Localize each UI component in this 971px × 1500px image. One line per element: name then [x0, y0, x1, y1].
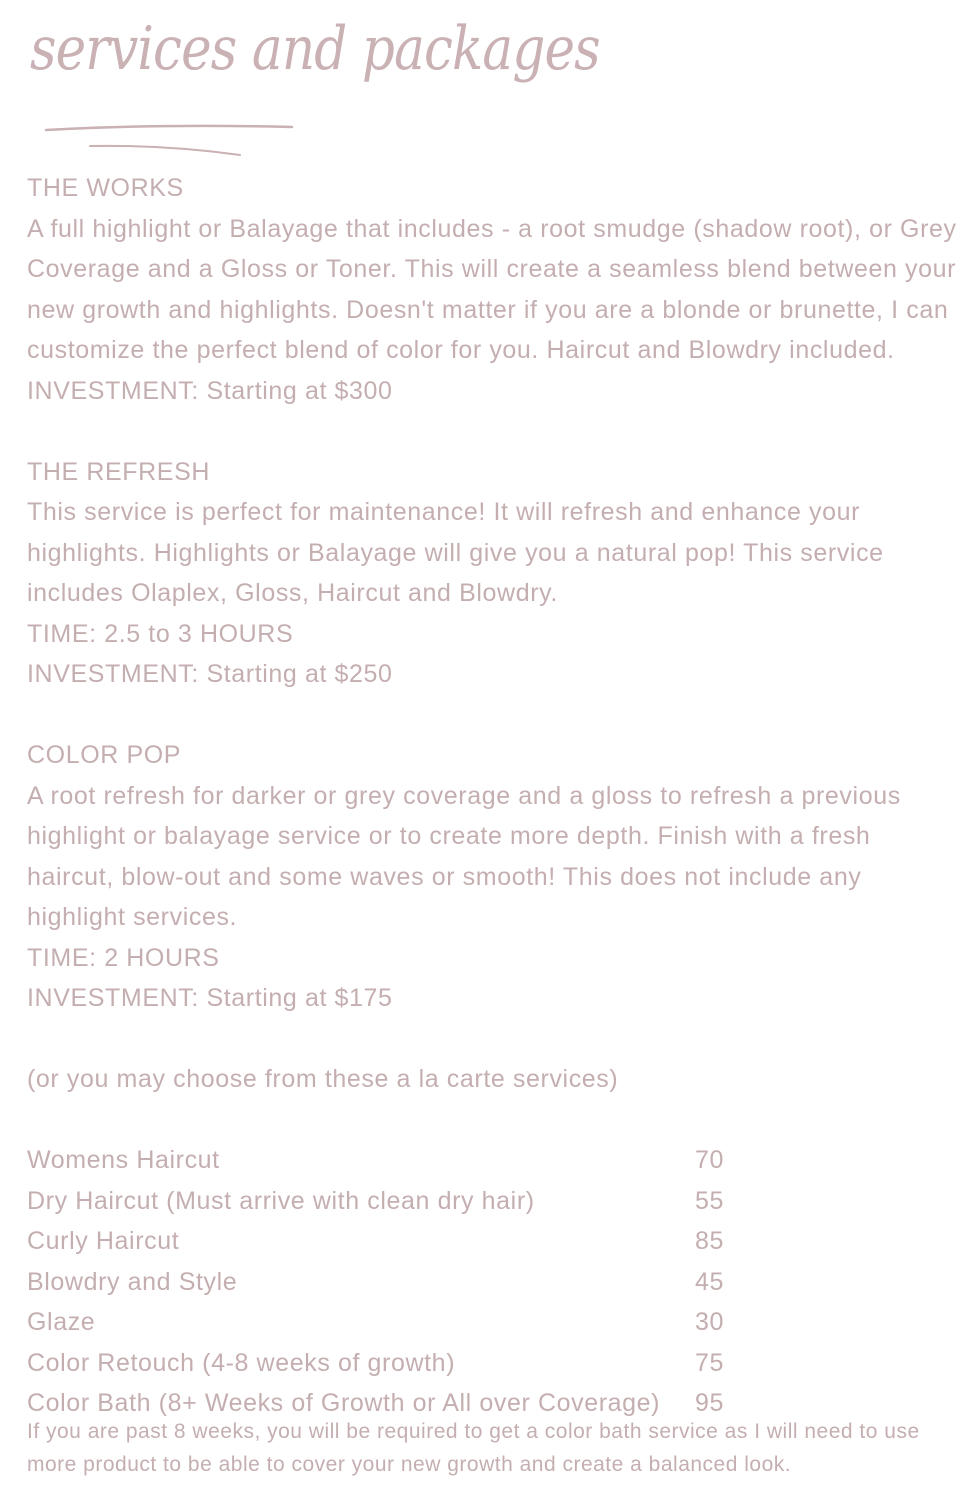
- service-name: Glaze: [27, 1308, 96, 1336]
- package-description: A full highlight or Balayage that includes - a root smudge (shadow root), or Grey Coverage and a Gloss or Toner. This will create a seamless blend between your new growth and highlights. Doesn't matter if you are a blonde or brunette, I can customize the perfect blend of color for you. Haircut and Blowdry included.: [27, 214, 957, 364]
- package-name: COLOR POP: [27, 741, 182, 769]
- package-the-refresh: [27, 452, 957, 695]
- service-name: Blowdry and Style: [27, 1267, 238, 1296]
- package-investment: INVESTMENT: Starting at $300: [27, 376, 393, 405]
- price-row-color-retouch: [27, 1343, 957, 1384]
- service-price: 75: [695, 1348, 725, 1377]
- price-row-dry-haircut: [27, 1181, 957, 1222]
- package-investment: INVESTMENT: Starting at $175: [27, 984, 393, 1012]
- price-row-curly-haircut: [27, 1221, 957, 1262]
- a-la-carte-price-list: [27, 1140, 957, 1424]
- page-header: [26, 6, 600, 156]
- package-time: TIME: 2 HOURS: [27, 943, 220, 972]
- package-description: A root refresh for darker or grey coverage and a gloss to refresh a previous highlight or balayage service or to create more depth. Finish with a fresh haircut, blow-out and some waves or smooth! This does not include any highlight services.: [27, 781, 901, 931]
- package-name: THE WORKS: [27, 174, 184, 202]
- service-name: Curly Haircut: [27, 1227, 180, 1255]
- service-name: Womens Haircut: [27, 1146, 220, 1174]
- service-price: 70: [695, 1146, 725, 1174]
- service-name: Color Retouch (4-8 weeks of growth): [27, 1348, 456, 1377]
- services-content: [27, 168, 957, 1424]
- service-name: Color Bath (8+ Weeks of Growth or All over Coverage): [27, 1389, 661, 1417]
- service-price: 55: [695, 1186, 725, 1215]
- package-the-works: [27, 168, 957, 411]
- package-color-pop: [27, 735, 957, 1019]
- service-price: 45: [695, 1267, 725, 1296]
- package-investment: INVESTMENT: Starting at $250: [27, 660, 393, 688]
- title-underline-decoration: [26, 6, 546, 156]
- package-name: THE REFRESH: [27, 457, 211, 486]
- service-price: 95: [695, 1389, 725, 1417]
- price-row-glaze: [27, 1302, 957, 1343]
- package-description: This service is perfect for maintenance! It will refresh and enhance your highlights. Highlights or Balayage will give you a natural pop! This service includes Olaplex, Gloss, Haircut and Blowdry.: [27, 498, 884, 607]
- price-row-blowdry-and-style: [27, 1262, 957, 1303]
- service-price: 85: [695, 1227, 725, 1255]
- package-time: TIME: 2.5 to 3 HOURS: [27, 619, 294, 648]
- color-bath-footnote: If you are past 8 weeks, you will be required to get a color bath service as I will need to use more product to be able to cover your new growth and create a balanced look.: [27, 1420, 920, 1476]
- page-title: services and packages: [30, 14, 600, 84]
- service-name: Dry Haircut (Must arrive with clean dry hair): [27, 1186, 535, 1215]
- a-la-carte-intro: (or you may choose from these a la carte services): [27, 1065, 619, 1093]
- service-price: 30: [695, 1308, 725, 1336]
- price-row-womens-haircut: [27, 1140, 957, 1181]
